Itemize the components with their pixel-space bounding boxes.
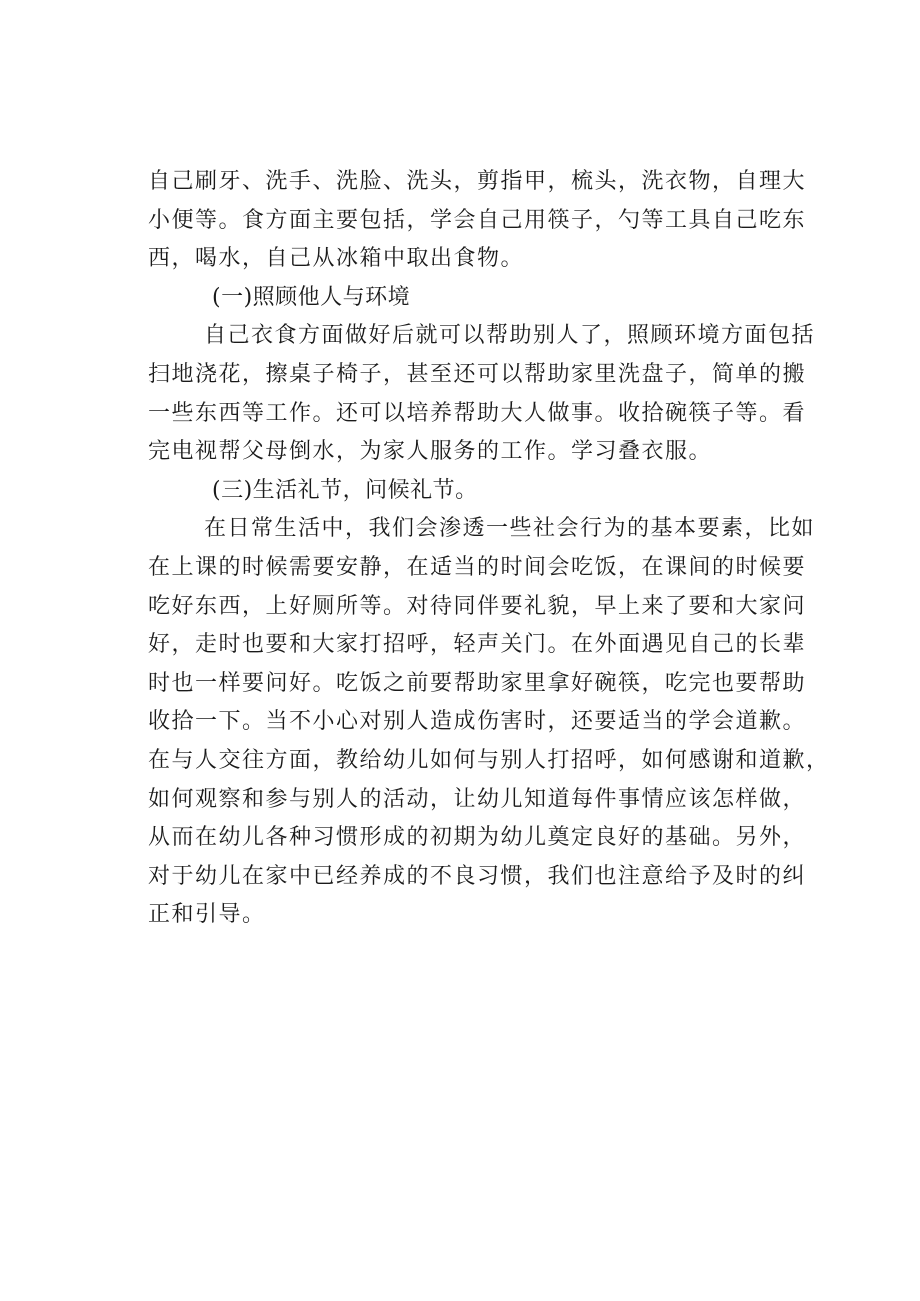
text-line: 自己衣食方面做好后就可以帮助别人了，照顾环境方面包括 xyxy=(204,323,816,349)
text-line: 吃好东西，上好厕所等。对待同伴要礼貌，早上来了要和大家问 xyxy=(148,593,807,619)
text-line: 在日常生活中，我们会渗透一些社会行为的基本要素，比如 xyxy=(204,516,816,542)
section-heading-etiquette: (三)生活礼节，问候礼节。 xyxy=(212,477,478,503)
section-heading-care-others: (一)照顾他人与环境 xyxy=(212,284,411,310)
text-line: 西，喝水，自己从冰箱中取出食物。 xyxy=(148,246,525,272)
text-line: 收拾一下。当不小心对别人造成伤害时，还要适当的学会道歉。 xyxy=(148,709,807,735)
document-body xyxy=(148,163,830,935)
text-line: 自己刷牙、洗手、洗脸、洗头，剪指甲，梳头，洗衣物，自理大 xyxy=(148,169,807,194)
text-line: 时也一样要问好。吃饭之前要帮助家里拿好碗筷，吃完也要帮助 xyxy=(148,670,807,696)
text-line: 在与人交往方面，教给幼儿如何与别人打招呼，如何感谢和道歉， xyxy=(148,747,830,773)
text-line: 一些东西等工作。还可以培养帮助大人做事。收拾碗筷子等。看 xyxy=(148,400,807,426)
text-line: 好，走时也要和大家打招呼，轻声关门。在外面遇见自己的长辈 xyxy=(148,632,807,658)
text-line: 正和引导。 xyxy=(148,902,266,928)
text-line: 对于幼儿在家中已经养成的不良习惯，我们也注意给予及时的纠 xyxy=(148,863,807,889)
text-line: 从而在幼儿各种习惯形成的初期为幼儿奠定良好的基础。另外， xyxy=(148,825,807,851)
text-line: 如何观察和参与别人的活动，让幼儿知道每件事情应该怎样做， xyxy=(148,786,807,812)
paragraph-etiquette xyxy=(148,510,830,935)
text-line: 在上课的时候需要安静，在适当的时间会吃饭，在课间的时候要 xyxy=(148,554,807,580)
paragraph-care-others xyxy=(148,317,816,471)
text-line: 扫地浇花，擦桌子椅子，甚至还可以帮助家里洗盘子，简单的搬 xyxy=(148,361,807,387)
text-line: 完电视帮父母倒水，为家人服务的工作。学习叠衣服。 xyxy=(148,439,713,465)
text-line: 小便等。食方面主要包括，学会自己用筷子，勺等工具自己吃东 xyxy=(148,207,807,233)
paragraph-self-care xyxy=(148,163,808,279)
